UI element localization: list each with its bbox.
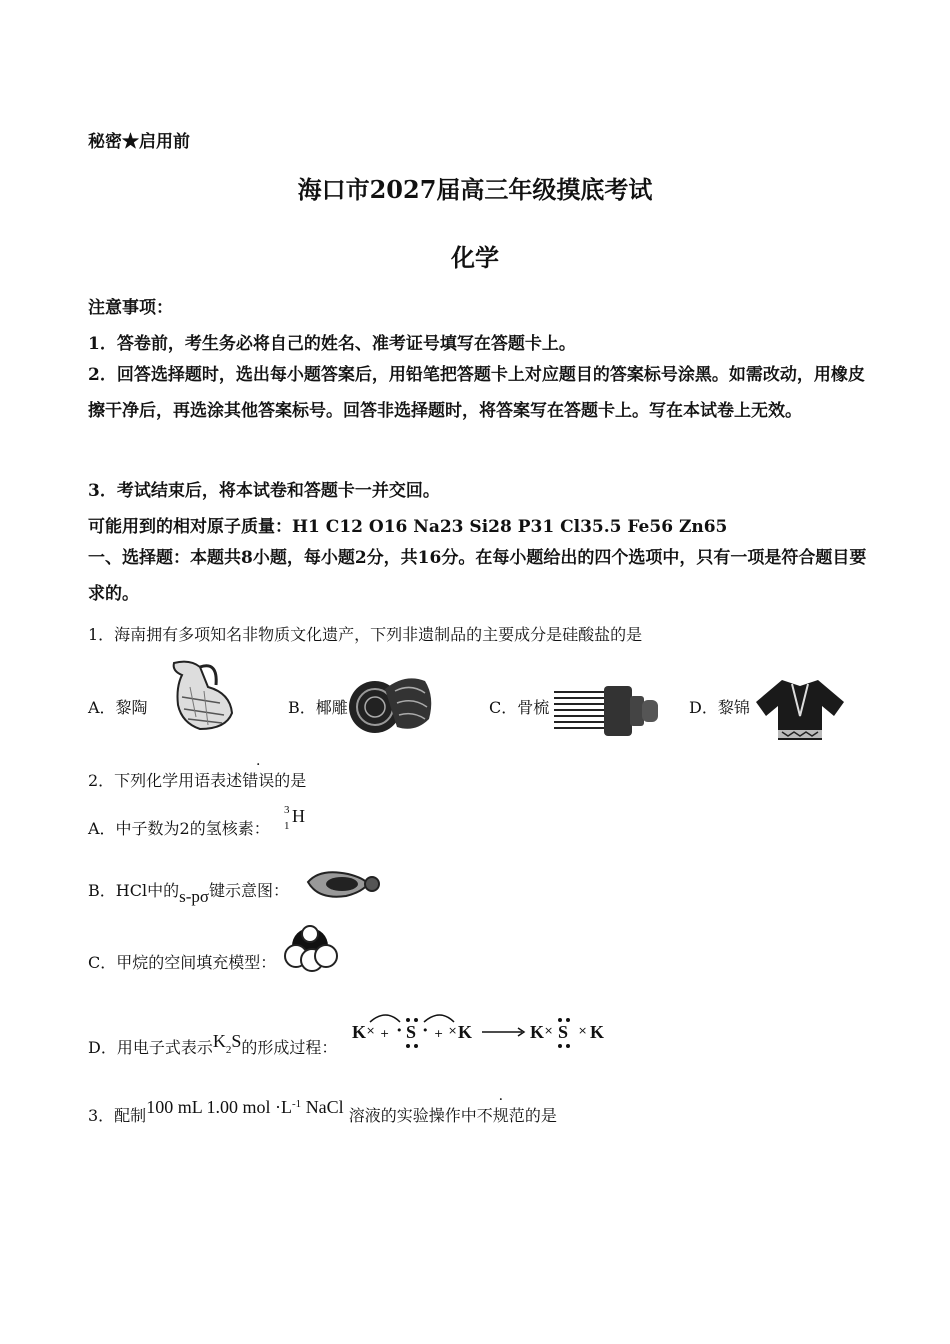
q2-stem: 2．下列化学用语表述错误的是	[88, 771, 307, 790]
ef-s-product: S	[558, 1022, 569, 1042]
notice-item-3: 3．考试结束后，将本试卷和答题卡一并交回。	[88, 481, 440, 501]
methane-space-filling-model	[282, 922, 340, 974]
subject-title: 化学	[451, 243, 499, 272]
svg-text:•: •	[396, 1024, 403, 1037]
q2-option-a[interactable]: A．中子数为2的氢核素：	[88, 819, 270, 838]
exam-title: 海口市2027届高三年级摸底考试	[297, 175, 653, 204]
q1-option-b[interactable]: B．椰雕	[288, 698, 348, 717]
svg-text:+: +	[434, 1027, 444, 1040]
ef-k-left: K	[352, 1022, 367, 1042]
atomic-masses: 可能用到的相对原子质量：H1 C12 O16 Na23 Si28 P31 Cl35.5 Fe56 Zn65	[88, 517, 728, 537]
coconut-carving-image	[345, 667, 437, 739]
q1-option-d[interactable]: D．黎锦	[689, 698, 750, 717]
q3-stem: 3．配制100 mL 1.00 mol $\cdot L^{-1}$ NaCl 溶液的实验操作中不规范的是	[88, 1097, 557, 1125]
ef-s-left: S	[406, 1022, 417, 1042]
q2-option-b[interactable]: B．HCl中的s-pσ键示意图：	[88, 881, 290, 906]
electron-formula-diagram	[350, 1010, 606, 1052]
mass-number: 3	[284, 804, 290, 816]
s-p-sigma-bond-diagram	[302, 866, 380, 900]
svg-text:×: ×	[544, 1024, 554, 1037]
notice-item-1: 1．答卷前，考生务必将自己的姓名、准考证号填写在答题卡上。	[88, 334, 576, 354]
ef-k-right: K	[458, 1022, 473, 1042]
q2-option-d[interactable]: D．用电子式表示K2S的形成过程：	[88, 1031, 338, 1057]
q1-option-a[interactable]: A．黎陶	[88, 698, 148, 717]
clay-jug-image	[160, 657, 240, 733]
hydrogen-symbol: H	[292, 806, 305, 826]
q1-stem: 1．海南拥有多项知名非物质文化遗产，下列非遗制品的主要成分是硅酸盐的是	[88, 625, 643, 644]
ef-k-product-left: K	[530, 1022, 545, 1042]
bone-comb-image	[548, 682, 662, 740]
q3-formula: 100 mL 1.00 mol ·L	[146, 1097, 293, 1117]
svg-text:•: •	[422, 1024, 429, 1037]
svg-text:×: ×	[448, 1024, 458, 1037]
svg-text:+: +	[380, 1027, 390, 1040]
svg-text:×: ×	[578, 1024, 588, 1037]
section-heading: 一、选择题：本题共8小题，每小题2分，共16分。在每小题给出的四个选项中，只有一项是符合题目要求的。	[88, 548, 867, 604]
atomic-number: 1	[284, 820, 290, 832]
svg-text:×: ×	[366, 1024, 376, 1037]
ef-k-product-right: K	[590, 1022, 605, 1042]
notice-heading: 注意事项：	[88, 298, 173, 318]
li-brocade-image	[752, 676, 848, 742]
q2-emphasis: 错误	[242, 771, 275, 790]
q2-option-c[interactable]: C．甲烷的空间填充模型：	[88, 953, 277, 972]
notice-item-2: 2．回答选择题时，选出每小题答案后，用铅笔把答题卡上对应题目的答案标号涂黑。如需改动，用橡皮擦干净后，再选涂其他答案标号。回答非选择题时，将答案写在答题卡上。写在本试卷上无效。	[88, 365, 865, 421]
q3-emphasis: 不规范	[476, 1106, 525, 1125]
q1-option-c[interactable]: C．骨梳	[489, 698, 550, 717]
secret-label: 秘密★启用前	[88, 132, 190, 152]
